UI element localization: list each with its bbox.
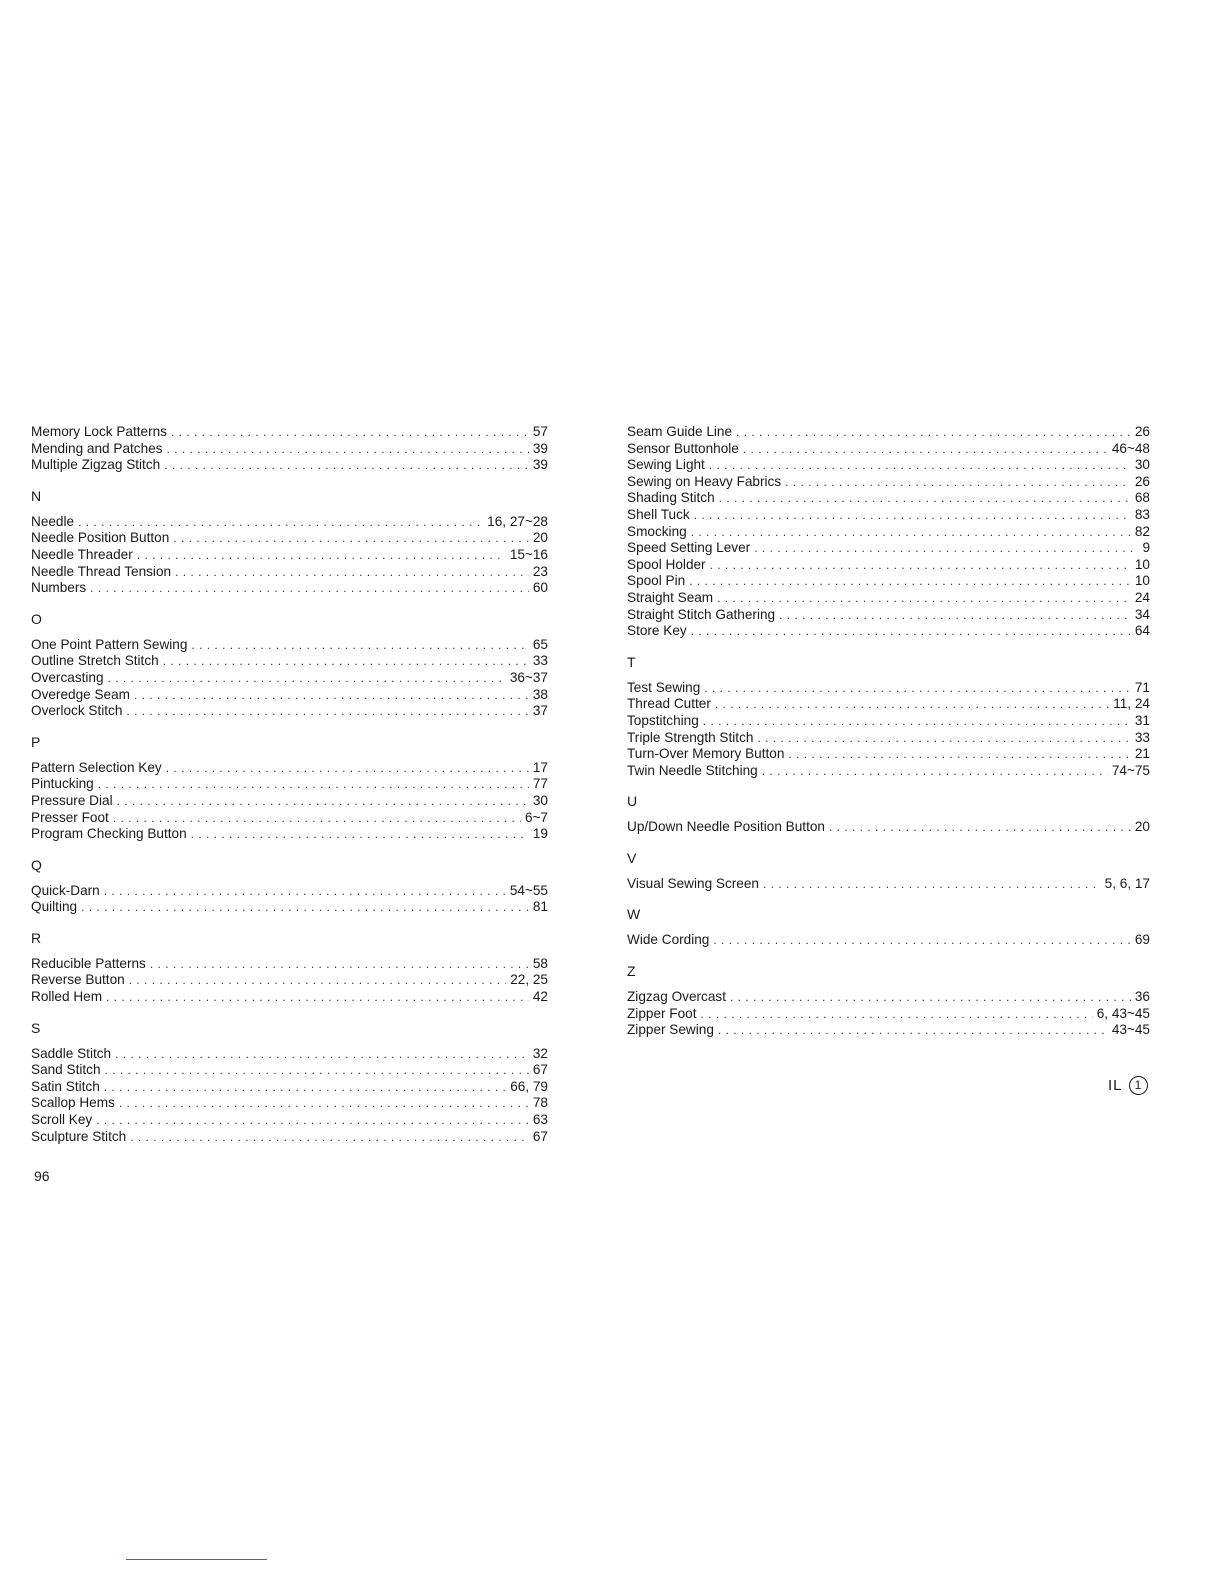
index-entry xyxy=(31,580,548,597)
entry-pages: 67 xyxy=(532,1062,548,1078)
entry-label: Quick-Darn xyxy=(31,882,100,898)
section-letter: N xyxy=(31,487,42,504)
index-entry xyxy=(627,607,1150,624)
footer-code-text: IL xyxy=(1108,1077,1123,1094)
entry-pages: 77 xyxy=(532,776,548,792)
dot-leader xyxy=(785,474,1131,491)
entry-pages: 6~7 xyxy=(524,809,548,825)
section-letter: R xyxy=(31,929,42,946)
dot-leader xyxy=(81,899,529,916)
index-entry xyxy=(627,1006,1150,1023)
entry-label: Needle Threader xyxy=(31,546,133,562)
index-entry xyxy=(627,590,1150,607)
index-entry xyxy=(31,1062,548,1079)
entry-pages: 60 xyxy=(532,580,548,596)
entry-pages: 17 xyxy=(532,759,548,775)
index-entry xyxy=(627,696,1150,713)
entry-pages: 54~55 xyxy=(509,882,548,898)
entry-pages: 83 xyxy=(1134,506,1150,522)
entry-pages: 78 xyxy=(532,1095,548,1111)
index-entry xyxy=(31,826,548,843)
dot-leader xyxy=(129,972,507,989)
index-entry xyxy=(627,1022,1150,1039)
index-entry xyxy=(31,810,548,827)
entry-pages: 20 xyxy=(532,530,548,546)
index-section xyxy=(627,963,1150,1039)
dot-leader xyxy=(173,530,529,547)
entry-label: Needle xyxy=(31,513,75,529)
dot-leader xyxy=(757,730,1130,747)
entry-pages: 82 xyxy=(1134,523,1150,539)
entry-label: Pattern Selection Key xyxy=(31,759,162,775)
index-entry xyxy=(627,713,1150,730)
index-entry xyxy=(31,441,548,458)
dot-leader xyxy=(106,989,529,1006)
entry-label: Turn-Over Memory Button xyxy=(627,746,785,762)
dot-leader xyxy=(704,680,1131,697)
index-section xyxy=(31,930,548,1006)
index-entry xyxy=(627,876,1150,893)
index-entry xyxy=(31,687,548,704)
index-entry xyxy=(31,424,548,441)
index-section xyxy=(627,654,1150,780)
dot-leader xyxy=(829,819,1131,836)
entry-label: Seam Guide Line xyxy=(627,424,733,439)
entry-pages: 32 xyxy=(532,1045,548,1061)
entry-pages: 68 xyxy=(1134,490,1150,506)
dot-leader xyxy=(78,514,483,531)
dot-leader xyxy=(104,883,506,900)
index-entry xyxy=(31,514,548,531)
entry-pages: 66, 79 xyxy=(510,1078,548,1094)
dot-leader xyxy=(713,932,1131,949)
index-entry xyxy=(31,457,548,474)
entry-label: Store Key xyxy=(627,623,687,639)
index-entry xyxy=(627,680,1150,697)
index-section xyxy=(31,1020,548,1146)
entry-pages: 30 xyxy=(1134,457,1150,473)
dot-leader xyxy=(710,557,1131,574)
dot-leader xyxy=(709,457,1131,474)
index-section xyxy=(627,424,1150,640)
index-entry xyxy=(31,1095,548,1112)
index-entry xyxy=(31,972,548,989)
entry-pages: 33 xyxy=(1134,729,1150,745)
index-entry xyxy=(31,883,548,900)
entry-label: Overedge Seam xyxy=(31,686,130,702)
entry-pages: 69 xyxy=(1134,932,1150,948)
section-letter: S xyxy=(31,1019,41,1036)
dot-leader xyxy=(715,696,1109,713)
entry-pages: 71 xyxy=(1134,679,1150,695)
entry-pages: 10 xyxy=(1134,573,1150,589)
footer-code xyxy=(1108,1076,1148,1095)
entry-pages: 20 xyxy=(1134,819,1150,835)
dot-leader xyxy=(691,623,1131,640)
entry-label: Zigzag Overcast xyxy=(627,989,726,1005)
index-entry xyxy=(627,819,1150,836)
dot-leader xyxy=(90,580,529,597)
entry-pages: 26 xyxy=(1134,473,1150,489)
entry-pages: 63 xyxy=(532,1112,548,1128)
dot-leader xyxy=(191,637,528,654)
dot-leader xyxy=(166,760,529,777)
index-entry xyxy=(627,730,1150,747)
dot-leader xyxy=(788,746,1130,763)
section-letter: T xyxy=(627,653,636,670)
dot-leader xyxy=(119,1095,529,1112)
dot-leader xyxy=(718,1022,1108,1039)
entry-pages: 10 xyxy=(1134,556,1150,572)
dot-leader xyxy=(754,540,1138,557)
index-entry xyxy=(627,932,1150,949)
dot-leader xyxy=(108,670,506,687)
entry-label: Reverse Button xyxy=(31,972,125,988)
index-entry xyxy=(627,457,1150,474)
index-entry xyxy=(627,507,1150,524)
dot-leader xyxy=(98,776,529,793)
entry-label: Presser Foot xyxy=(31,809,109,825)
section-letter: P xyxy=(31,733,41,750)
section-letter: V xyxy=(627,849,637,866)
index-entry xyxy=(31,776,548,793)
entry-label: Shading Stitch xyxy=(627,490,715,506)
entry-label: Numbers xyxy=(31,580,87,596)
entry-pages: 24 xyxy=(1134,589,1150,605)
index-entry xyxy=(627,490,1150,507)
entry-pages: 39 xyxy=(532,457,548,473)
entry-label: Straight Stitch Gathering xyxy=(627,606,776,622)
dot-leader xyxy=(763,876,1101,893)
entry-label: Memory Lock Patterns xyxy=(31,424,167,439)
entry-pages: 37 xyxy=(532,703,548,719)
entry-pages: 65 xyxy=(532,636,548,652)
index-section xyxy=(627,850,1150,893)
entry-pages: 5, 6, 17 xyxy=(1104,875,1150,891)
entry-label: Program Checking Button xyxy=(31,826,187,842)
entry-label: Straight Seam xyxy=(627,589,714,605)
dot-leader xyxy=(130,1129,529,1146)
index-column-left xyxy=(31,424,548,1145)
entry-label: Topstitching xyxy=(627,712,699,728)
entry-pages: 36~37 xyxy=(509,669,548,685)
entry-label: Spool Holder xyxy=(627,556,706,572)
index-entry xyxy=(627,557,1150,574)
entry-label: Saddle Stitch xyxy=(31,1045,112,1061)
entry-pages: 16, 27~28 xyxy=(487,513,548,529)
entry-label: Sewing Light xyxy=(627,457,705,473)
entry-pages: 31 xyxy=(1134,712,1150,728)
entry-pages: 74~75 xyxy=(1111,762,1150,778)
entry-label: Visual Sewing Screen xyxy=(627,875,759,891)
entry-label: Rolled Hem xyxy=(31,989,103,1005)
entry-label: Scroll Key xyxy=(31,1112,93,1128)
index-entry xyxy=(31,1112,548,1129)
index-entry xyxy=(627,540,1150,557)
circled-number: 1 xyxy=(1129,1076,1148,1095)
dot-leader xyxy=(164,457,529,474)
entry-label: Zipper Sewing xyxy=(627,1022,714,1038)
index-entry xyxy=(627,989,1150,1006)
dot-leader xyxy=(743,441,1108,458)
dot-leader xyxy=(779,607,1131,624)
index-entry xyxy=(31,793,548,810)
index-entry xyxy=(31,760,548,777)
dot-leader xyxy=(175,564,529,581)
index-section xyxy=(31,734,548,843)
entry-label: Outline Stretch Stitch xyxy=(31,653,159,669)
entry-pages: 15~16 xyxy=(509,546,548,562)
entry-label: Needle Position Button xyxy=(31,530,170,546)
dot-leader xyxy=(171,424,529,441)
dot-leader xyxy=(701,1006,1093,1023)
entry-pages: 64 xyxy=(1134,623,1150,639)
index-section xyxy=(31,488,548,597)
entry-pages: 9 xyxy=(1142,540,1150,556)
entry-label: Wide Cording xyxy=(627,932,710,948)
index-entry xyxy=(627,474,1150,491)
entry-pages: 46~48 xyxy=(1111,440,1150,456)
entry-label: Pressure Dial xyxy=(31,792,113,808)
index-entry xyxy=(627,524,1150,541)
dot-leader xyxy=(167,441,529,458)
index-entry xyxy=(627,424,1150,441)
entry-label: Multiple Zigzag Stitch xyxy=(31,457,161,473)
dot-leader xyxy=(96,1112,529,1129)
entry-pages: 67 xyxy=(532,1128,548,1144)
entry-label: Mending and Patches xyxy=(31,440,163,456)
index-entry xyxy=(31,637,548,654)
entry-pages: 22, 25 xyxy=(510,972,548,988)
index-entry xyxy=(627,573,1150,590)
dot-leader xyxy=(137,547,506,564)
entry-pages: 42 xyxy=(532,989,548,1005)
entry-pages: 23 xyxy=(532,563,548,579)
index-section xyxy=(31,611,548,720)
entry-pages: 36 xyxy=(1134,989,1150,1005)
section-letter: Q xyxy=(31,856,42,873)
dot-leader xyxy=(134,687,529,704)
dot-leader xyxy=(719,490,1131,507)
link-underline xyxy=(126,1559,267,1560)
index-entry xyxy=(31,530,548,547)
entry-pages: 6, 43~45 xyxy=(1096,1005,1150,1021)
dot-leader xyxy=(117,793,529,810)
entry-pages: 81 xyxy=(532,899,548,915)
entry-label: Spool Pin xyxy=(627,573,686,589)
entry-label: Smocking xyxy=(627,523,687,539)
entry-label: Quilting xyxy=(31,899,78,915)
entry-label: Sculpture Stitch xyxy=(31,1128,127,1144)
index-entry xyxy=(31,564,548,581)
index-column-right xyxy=(627,424,1150,1039)
entry-pages: 30 xyxy=(532,792,548,808)
entry-label: Twin Needle Stitching xyxy=(627,762,758,778)
dot-leader xyxy=(691,524,1131,541)
dot-leader xyxy=(191,826,529,843)
entry-label: Reducible Patterns xyxy=(31,955,146,971)
entry-label: Satin Stitch xyxy=(31,1078,100,1094)
entry-label: Up/Down Needle Position Button xyxy=(627,819,825,835)
entry-pages: 19 xyxy=(532,826,548,842)
index-entry xyxy=(31,1129,548,1146)
entry-pages: 21 xyxy=(1134,746,1150,762)
index-entry xyxy=(31,670,548,687)
index-entry xyxy=(627,623,1150,640)
dot-leader xyxy=(736,424,1131,441)
index-entry xyxy=(627,763,1150,780)
entry-label: Shell Tuck xyxy=(627,506,690,522)
dot-leader xyxy=(163,653,529,670)
entry-pages: 26 xyxy=(1134,424,1150,439)
entry-label: Speed Setting Lever xyxy=(627,540,751,556)
section-letter: O xyxy=(31,610,42,627)
entry-label: Overcasting xyxy=(31,669,104,685)
section-letter: U xyxy=(627,793,638,810)
entry-label: Test Sewing xyxy=(627,679,701,695)
entry-pages: 38 xyxy=(532,686,548,702)
dot-leader xyxy=(115,1046,529,1063)
entry-pages: 34 xyxy=(1134,606,1150,622)
index-entry xyxy=(31,1046,548,1063)
entry-label: Zipper Foot xyxy=(627,1005,697,1021)
index-entry xyxy=(31,1079,548,1096)
entry-pages: 33 xyxy=(532,653,548,669)
entry-label: Needle Thread Tension xyxy=(31,563,172,579)
index-section xyxy=(627,906,1150,949)
entry-label: Overlock Stitch xyxy=(31,703,123,719)
dot-leader xyxy=(689,573,1131,590)
entry-pages: 57 xyxy=(532,424,548,439)
dot-leader xyxy=(762,763,1108,780)
entry-label: Sewing on Heavy Fabrics xyxy=(627,473,782,489)
dot-leader xyxy=(126,703,528,720)
index-section xyxy=(31,424,548,474)
index-entry xyxy=(31,547,548,564)
index-entry xyxy=(31,989,548,1006)
entry-label: Sand Stitch xyxy=(31,1062,101,1078)
dot-leader xyxy=(694,507,1131,524)
dot-leader xyxy=(717,590,1131,607)
dot-leader xyxy=(105,1062,529,1079)
entry-label: Thread Cutter xyxy=(627,696,711,712)
index-section xyxy=(31,857,548,916)
entry-label: Triple Strength Stitch xyxy=(627,729,754,745)
entry-pages: 11, 24 xyxy=(1113,696,1150,712)
section-letter: Z xyxy=(627,963,636,980)
dot-leader xyxy=(703,713,1131,730)
index-entry xyxy=(31,703,548,720)
dot-leader xyxy=(730,989,1131,1006)
page-number: 96 xyxy=(34,1168,50,1184)
entry-label: One Point Pattern Sewing xyxy=(31,636,188,652)
dot-leader xyxy=(113,810,521,827)
entry-label: Scallop Hems xyxy=(31,1095,115,1111)
entry-pages: 43~45 xyxy=(1111,1022,1150,1038)
entry-pages: 39 xyxy=(532,440,548,456)
index-entry xyxy=(31,899,548,916)
index-entry xyxy=(31,653,548,670)
dot-leader xyxy=(104,1079,506,1096)
index-entry xyxy=(31,956,548,973)
dot-leader xyxy=(150,956,529,973)
section-letter: W xyxy=(627,906,641,923)
index-entry xyxy=(627,746,1150,763)
index-entry xyxy=(627,441,1150,458)
entry-pages: 58 xyxy=(532,955,548,971)
entry-label: Sensor Buttonhole xyxy=(627,440,739,456)
entry-label: Pintucking xyxy=(31,776,94,792)
index-section xyxy=(627,793,1150,836)
